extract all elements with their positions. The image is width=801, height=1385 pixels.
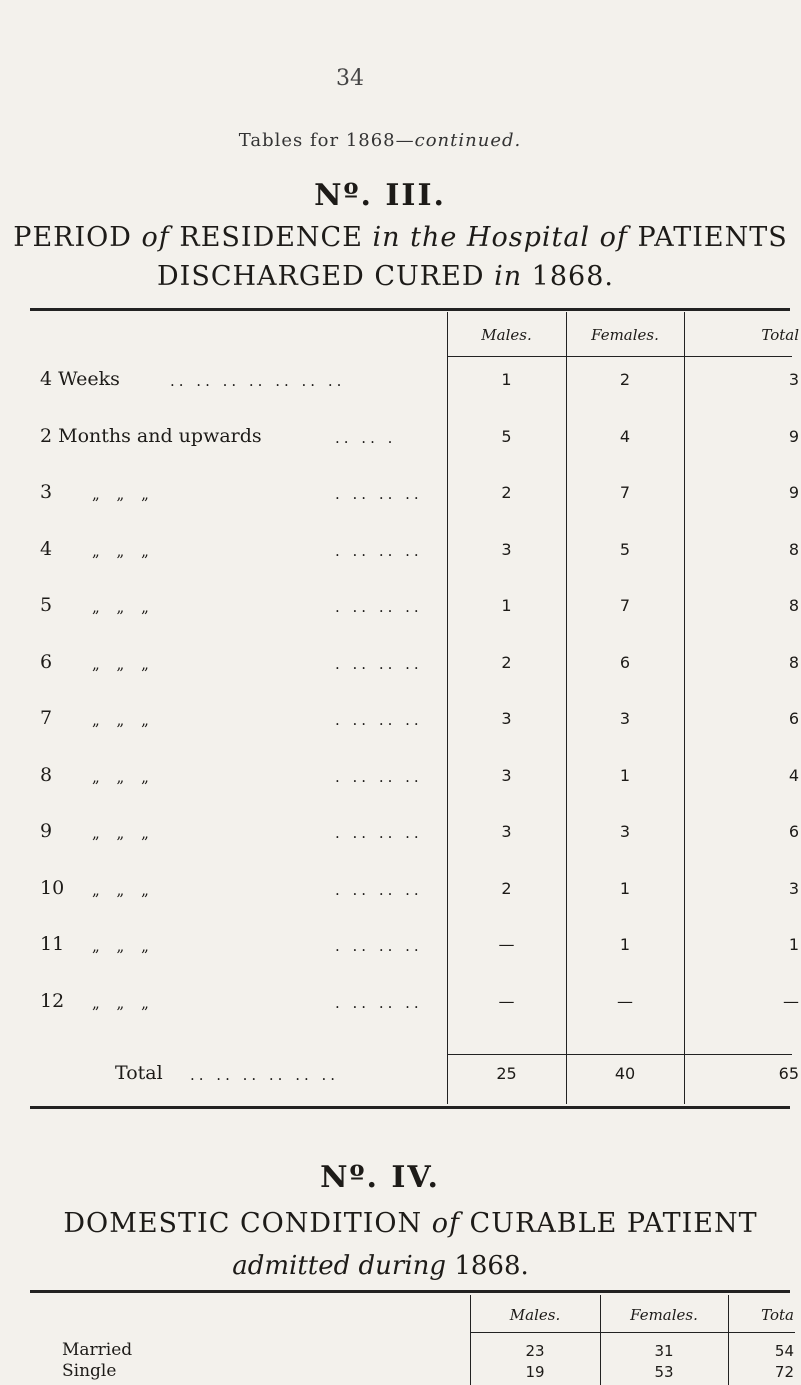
table3-row-number: 3	[40, 481, 53, 503]
title-part: 1868.	[522, 261, 614, 292]
title-part: in the Hospital of	[372, 222, 628, 253]
running-head	[0, 130, 760, 151]
page-number: 34	[336, 66, 364, 91]
table3-cell-males: 3	[501, 540, 512, 559]
table3-row-label: 2 Months and upwards	[40, 425, 262, 447]
table3-cell-total: 6	[788, 822, 799, 841]
table3-col-total: Total	[761, 326, 799, 344]
table3-row-leader: . .. .. ..	[335, 711, 423, 729]
table3-number: Nº. III.	[314, 178, 446, 213]
table4-cell-total: 72	[774, 1363, 794, 1381]
table3-ditto-marks: „ „ „	[92, 598, 155, 616]
table4-row-label: Married	[62, 1340, 133, 1360]
table3-cell-females: 3	[619, 709, 631, 728]
table3-cell-total: 8	[788, 596, 799, 615]
table3-cell-males: 1	[501, 370, 512, 389]
table3-ditto-marks: „ „ „	[92, 994, 155, 1012]
title-part: CURABLE PATIENT	[459, 1208, 758, 1239]
table4-cell-females: 53	[654, 1363, 674, 1381]
table3-ditto-marks: „ „ „	[92, 655, 155, 673]
table3-row-leader: . .. .. ..	[335, 768, 423, 786]
table3-cell-females: —	[617, 992, 633, 1011]
table4-title	[10, 1208, 801, 1239]
table3-cell-total: 3	[788, 879, 799, 898]
table3-cell-males: —	[498, 935, 515, 954]
table3-cell-females: 1	[619, 766, 631, 785]
table3-cell-total: 4	[788, 766, 799, 785]
table3-row-leader: . .. .. ..	[335, 994, 423, 1012]
table3-ditto-marks: „ „ „	[92, 881, 155, 899]
table3-row-leader: . .. .. ..	[335, 824, 423, 842]
subtitle-part: admitted during	[232, 1251, 447, 1281]
table4-cell-females: 31	[654, 1342, 674, 1360]
table3-row-number: 8	[40, 764, 53, 786]
table3-row-label: 4 Weeks	[40, 368, 120, 390]
table3-cell-males: 2	[501, 653, 512, 672]
title-part: DISCHARGED CURED	[157, 261, 495, 292]
table3-row-number: 9	[40, 820, 53, 842]
table3-cell-total: 8	[788, 540, 799, 559]
table3-cell-males: 5	[501, 427, 512, 446]
table3-cell-males: 2	[501, 879, 512, 898]
table4-col-males: Males.	[509, 1306, 561, 1324]
title-part: PATIENTS	[627, 222, 788, 253]
table3-cell-total: 9	[788, 483, 799, 502]
table3-cell-females: 6	[619, 653, 631, 672]
title-part: in	[494, 261, 523, 292]
subtitle-part: 1868.	[446, 1251, 529, 1281]
table3-cell-males: 2	[501, 483, 512, 502]
table3-cell-females: 1	[619, 879, 631, 898]
table3-cell-females: 7	[619, 596, 631, 615]
table4-cell-total: 54	[774, 1342, 794, 1360]
table4-row-label: Single	[62, 1361, 117, 1381]
table3-cell-males: 3	[501, 766, 512, 785]
table3-row-number: 12	[40, 990, 65, 1012]
running-head-suffix: continued.	[414, 130, 522, 151]
table3-ditto-marks: „ „ „	[92, 768, 155, 786]
table3-title-line2	[0, 261, 786, 292]
table3-cell-total: 1	[788, 935, 799, 954]
table3-row-leader: . .. .. ..	[335, 485, 423, 503]
table3-cell-total: 6	[788, 709, 799, 728]
table3-row-leader: .. .. .	[335, 429, 397, 447]
table4-col-females: Females.	[630, 1306, 698, 1324]
table3-cell-total: 8	[788, 653, 799, 672]
table3-row-number: 4	[40, 538, 53, 560]
table3-row-leader: . .. .. ..	[335, 542, 423, 560]
table3-ditto-marks: „ „ „	[92, 711, 155, 729]
table3-row-number: 5	[40, 594, 53, 616]
table3-cell-males: 3	[501, 822, 512, 841]
table4-header-rule	[470, 1332, 795, 1333]
table3-cell-males: 1	[501, 596, 512, 615]
table3-cell-females: 3	[619, 822, 631, 841]
table3-row-number: 7	[40, 707, 53, 729]
table3-cell-males: 3	[501, 709, 512, 728]
table3-ditto-marks: „ „ „	[92, 542, 155, 560]
table4-cell-males: 23	[525, 1342, 545, 1360]
table3-row-leader: . .. .. ..	[335, 598, 423, 616]
table3-total-females: 40	[614, 1064, 636, 1083]
table3-total-total: 65	[778, 1064, 799, 1083]
table3-row-number: 11	[40, 933, 65, 955]
table3-total-label: Total	[115, 1062, 163, 1084]
table4-number: Nº. IV.	[320, 1160, 440, 1195]
table3-cell-females: 2	[619, 370, 631, 389]
title-part: RESIDENCE	[169, 222, 373, 253]
table3-total-males: 25	[496, 1064, 517, 1083]
table4-subtitle	[0, 1251, 781, 1281]
table3-total-leader: .. .. .. .. .. ..	[190, 1066, 340, 1084]
table3-cell-total: 9	[788, 427, 799, 446]
table3-cell-total: 3	[788, 370, 799, 389]
table3-header-rule	[447, 356, 792, 357]
table3-cell-females: 5	[619, 540, 631, 559]
table3-row-leader: . .. .. ..	[335, 881, 423, 899]
table4-top-rule	[30, 1290, 790, 1293]
table3-total-rule	[447, 1054, 792, 1055]
table3-row-leader: .. .. .. .. .. .. ..	[170, 372, 346, 390]
table3-row-number: 10	[40, 877, 65, 899]
running-head-prefix: Tables for 1868—	[238, 130, 415, 151]
table4-cell-males: 19	[525, 1363, 545, 1381]
table3-ditto-marks: „ „ „	[92, 937, 155, 955]
table3-bottom-rule	[30, 1106, 790, 1109]
table3-cell-females: 1	[619, 935, 631, 954]
table3-row-leader: . .. .. ..	[335, 937, 423, 955]
table4-col-total: Tota	[761, 1306, 794, 1324]
title-part: of	[141, 222, 170, 253]
table3-row-leader: . .. .. ..	[335, 655, 423, 673]
table3-top-rule	[30, 308, 790, 311]
title-part: DOMESTIC CONDITION	[63, 1208, 432, 1239]
table3-cell-females: 7	[619, 483, 631, 502]
title-part: of	[431, 1208, 460, 1239]
table3-ditto-marks: „ „ „	[92, 485, 155, 503]
table3-ditto-marks: „ „ „	[92, 824, 155, 842]
table3-cell-total: —	[783, 992, 799, 1011]
table3-row-number: 6	[40, 651, 53, 673]
table3-cell-males: —	[498, 992, 515, 1011]
table3-title-line1	[0, 222, 801, 253]
table3-col-males: Males.	[481, 326, 532, 344]
table3-col-females: Females.	[591, 326, 659, 344]
title-part: PERIOD	[13, 222, 142, 253]
table3-cell-females: 4	[619, 427, 631, 446]
